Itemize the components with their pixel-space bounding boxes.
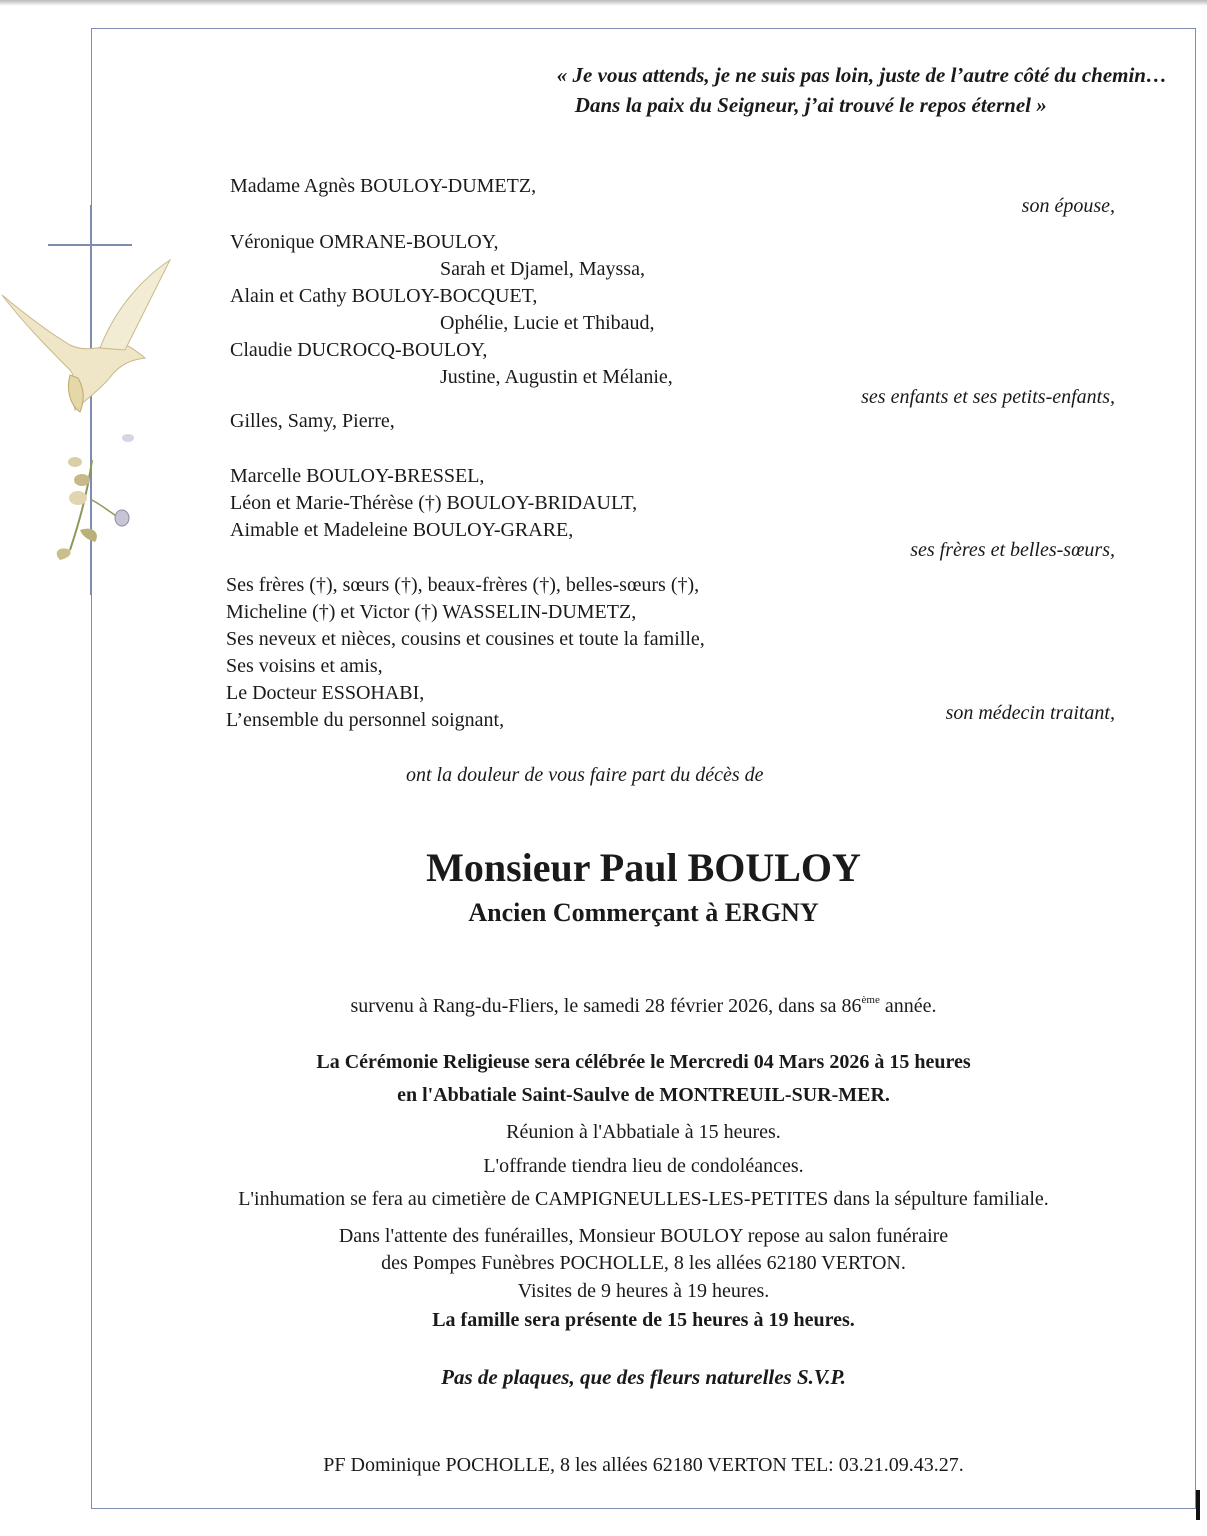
family-presence-line: La famille sera présente de 15 heures à 19 heures. xyxy=(432,1309,855,1331)
flower-icon xyxy=(57,434,134,560)
extended-line: L’ensemble du personnel soignant, xyxy=(226,709,505,731)
scan-mark xyxy=(1196,1490,1200,1520)
doctor-role: son médecin traitant, xyxy=(945,702,1115,724)
extended-line: Le Docteur ESSOHABI, xyxy=(226,682,425,704)
sibling-line: Aimable et Madeleine BOULOY-GRARE, xyxy=(230,519,574,541)
funeral-home-line: Dans l'attente des funérailles, Monsieur BOULOY repose au salon funéraire xyxy=(338,1225,949,1247)
child-line: Véronique OMRANE-BOULOY, xyxy=(230,231,499,253)
ceremony-location: en l'Abbatiale Saint-Saulve de MONTREUIL-SUR-MER. xyxy=(397,1084,890,1106)
deceased-name: Monsieur Paul BOULOY xyxy=(426,845,861,890)
sibling-line: Léon et Marie-Thérèse (†) BOULOY-BRIDAULT, xyxy=(230,492,638,514)
children-role: ses enfants et ses petits-enfants, xyxy=(861,386,1115,408)
quote-line-1: « Je vous attends, je ne suis pas loin, juste de l’autre côté du chemin… xyxy=(556,63,1167,87)
dove-icon xyxy=(2,260,170,412)
child-line: Claudie DUCROCQ-BOULOY, xyxy=(230,339,488,361)
deceased-title: Ancien Commerçant à ERGNY xyxy=(468,898,819,927)
ceremony-line: La Cérémonie Religieuse sera célébrée le Mercredi 04 Mars 2026 à 15 heures xyxy=(316,1051,971,1073)
epigraph-quote xyxy=(557,60,1167,120)
death-notice xyxy=(91,987,1196,1019)
quote-line-2: Dans la paix du Seigneur, j’ai trouvé le repos éternel » xyxy=(574,93,1047,117)
extended-line: Ses voisins et amis, xyxy=(226,655,383,677)
scan-edge xyxy=(0,0,1207,6)
grandchild-line: Justine, Augustin et Mélanie, xyxy=(440,366,673,388)
child-line: Alain et Cathy BOULOY-BOCQUET, xyxy=(230,285,538,307)
cross-dove-decoration xyxy=(0,200,180,600)
funeral-home-line: des Pompes Funèbres POCHOLLE, 8 les allées 62180 VERTON. xyxy=(381,1252,906,1274)
extended-line: Ses frères (†), sœurs (†), beaux-frères (†), belles-sœurs (†), xyxy=(226,574,700,596)
extended-line: Micheline (†) et Victor (†) WASSELIN-DUMETZ, xyxy=(226,601,637,623)
flowers-note: Pas de plaques, que des fleurs naturelles S.V.P. xyxy=(441,1365,846,1389)
ceremony-line: Réunion à l'Abbatiale à 15 heures. xyxy=(506,1121,781,1143)
extended-line: Ses neveux et nièces, cousins et cousines et toute la famille, xyxy=(226,628,705,650)
spouse-role: son épouse, xyxy=(1021,195,1115,217)
visits-line: Visites de 9 heures à 19 heures. xyxy=(517,1280,770,1302)
footer-contact: PF Dominique POCHOLLE, 8 les allées 62180 VERTON TEL: 03.21.09.43.27. xyxy=(323,1454,964,1476)
ceremony-line: L'offrande tiendra lieu de condoléances. xyxy=(483,1155,804,1177)
ordinal-suffix: ème xyxy=(861,994,880,1006)
siblings-role: ses frères et belles-sœurs, xyxy=(910,539,1115,561)
others-line: Gilles, Samy, Pierre, xyxy=(230,410,395,432)
announcement: ont la douleur de vous faire part du décès de xyxy=(406,764,764,786)
death-text: survenu à Rang-du-Fliers, le samedi 28 février 2026, dans sa 86 xyxy=(350,995,862,1017)
spouse-name: Madame Agnès BOULOY-DUMETZ, xyxy=(230,175,537,197)
death-text-end: année. xyxy=(879,995,937,1017)
grandchild-line: Ophélie, Lucie et Thibaud, xyxy=(440,312,655,334)
burial-line: L'inhumation se fera au cimetière de CAMPIGNEULLES-LES-PETITES dans la sépulture familiale. xyxy=(238,1188,1049,1210)
sibling-line: Marcelle BOULOY-BRESSEL, xyxy=(230,465,485,487)
grandchild-line: Sarah et Djamel, Mayssa, xyxy=(440,258,645,280)
